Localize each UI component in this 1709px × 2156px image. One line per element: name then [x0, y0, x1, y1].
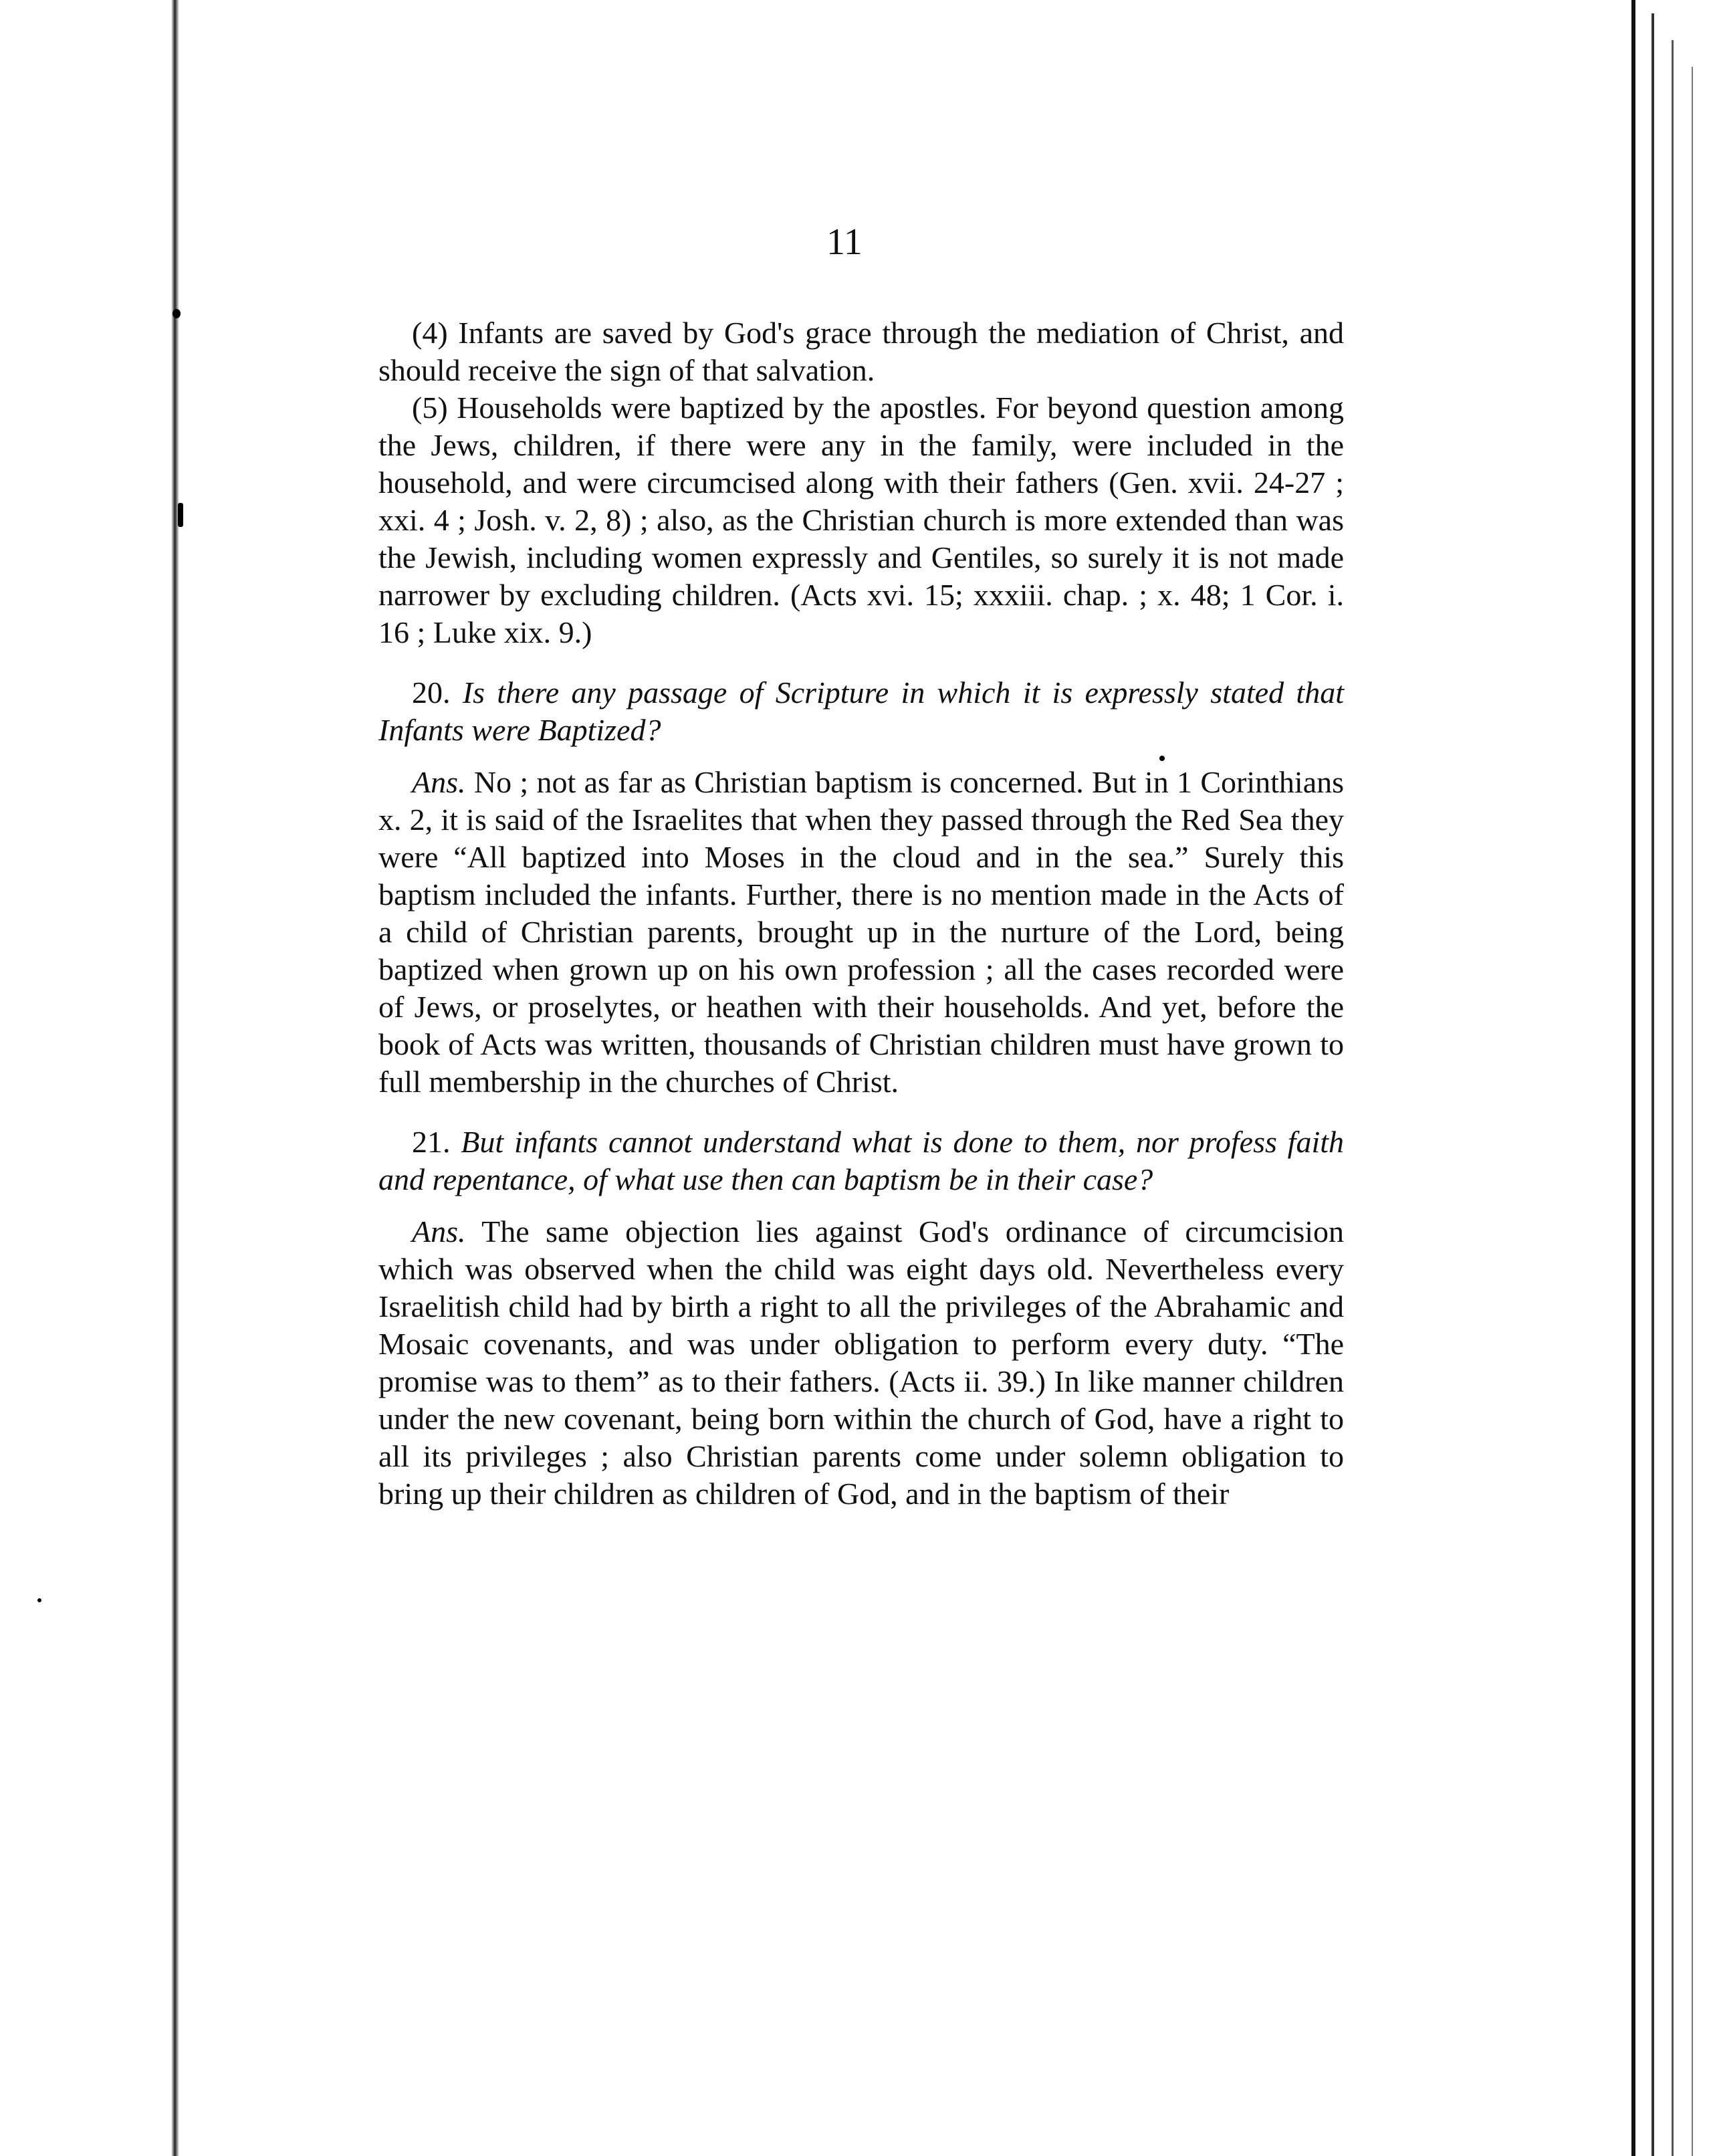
question-text: Is there any passage of Scripture in which it is expressly stated that Infants were Baptized? — [378, 675, 1344, 747]
page-edge — [1692, 67, 1693, 2156]
question-text: But infants cannot understand what is done to them, nor profess faith and repentance, of what use then can baptism be in their case? — [378, 1125, 1345, 1196]
answer-label: Ans. — [412, 1214, 466, 1249]
paragraph-point-5: (5) Households were baptized by the apostles. For beyond question among the Jews, children, if there were any in the family, were included in the household, and were circumcised along with their fathers (Gen. xvii. 24-27 ; xxi. 4 ; Josh. v. 2, 8) ; also, as the Christian church is more extended than was the Jewish, including women expressly and Gentiles, so surely it is not made narrower by excluding children. (Acts xvi. 15; xxxiii. chap. ; x. 48; 1 Cor. i. 16 ; Luke xix. 9.) — [378, 391, 1344, 649]
scan-speck — [173, 309, 181, 318]
question-20 — [378, 674, 1344, 749]
question-number: 21. — [412, 1125, 451, 1159]
scan-speck — [37, 1598, 41, 1602]
answer-21 — [378, 1213, 1344, 1513]
page-number: 11 — [826, 221, 863, 263]
page-edge — [1672, 40, 1674, 2156]
question-21 — [378, 1123, 1344, 1198]
body-text — [378, 314, 1344, 1513]
question-number: 20. — [412, 675, 451, 710]
binding-gutter — [171, 0, 179, 2156]
answer-label: Ans. — [412, 765, 466, 799]
scan-speck — [178, 503, 183, 527]
answer-20 — [378, 764, 1344, 1101]
paragraph-point-4: (4) Infants are saved by God's grace through the mediation of Christ, and should receive the sign of that salvation. — [378, 316, 1344, 387]
answer-text: No ; not as far as Christian baptism is concerned. But in 1 Corinthians x. 2, it is said of the Israelites that when they passed through the Red Sea they were “All baptized into Moses in the cloud and in the sea.” Surely this baptism included the infants. Further, there is no mention made in the Acts of a child of Christian parents, brought up in the nurture of the Lord, being baptized when grown up on his own profession ; all the cases recorded were of Jews, or proselytes, or heathen with their households. And yet, before the book of Acts was written, thousands of Christian children must have grown to full membership in the churches of Christ. — [378, 765, 1345, 1099]
answer-text: The same objection lies against God's ordinance of circumcision which was observed when the child was eight days old. Nevertheless every Israelitish child had by birth a right to all the privileges of the Abrahamic and Mosaic covenants, and was under obligation to perform every duty. “The promise was to them” as to their fathers. (Acts ii. 39.) In like manner children under the new covenant, being born within the church of God, have a right to all its privileges ; also Christian parents come under solemn obligation to bring up their children as children of God, and in the baptism of their — [378, 1214, 1344, 1511]
page-edge — [1651, 13, 1654, 2156]
page-edge — [1631, 0, 1635, 2156]
